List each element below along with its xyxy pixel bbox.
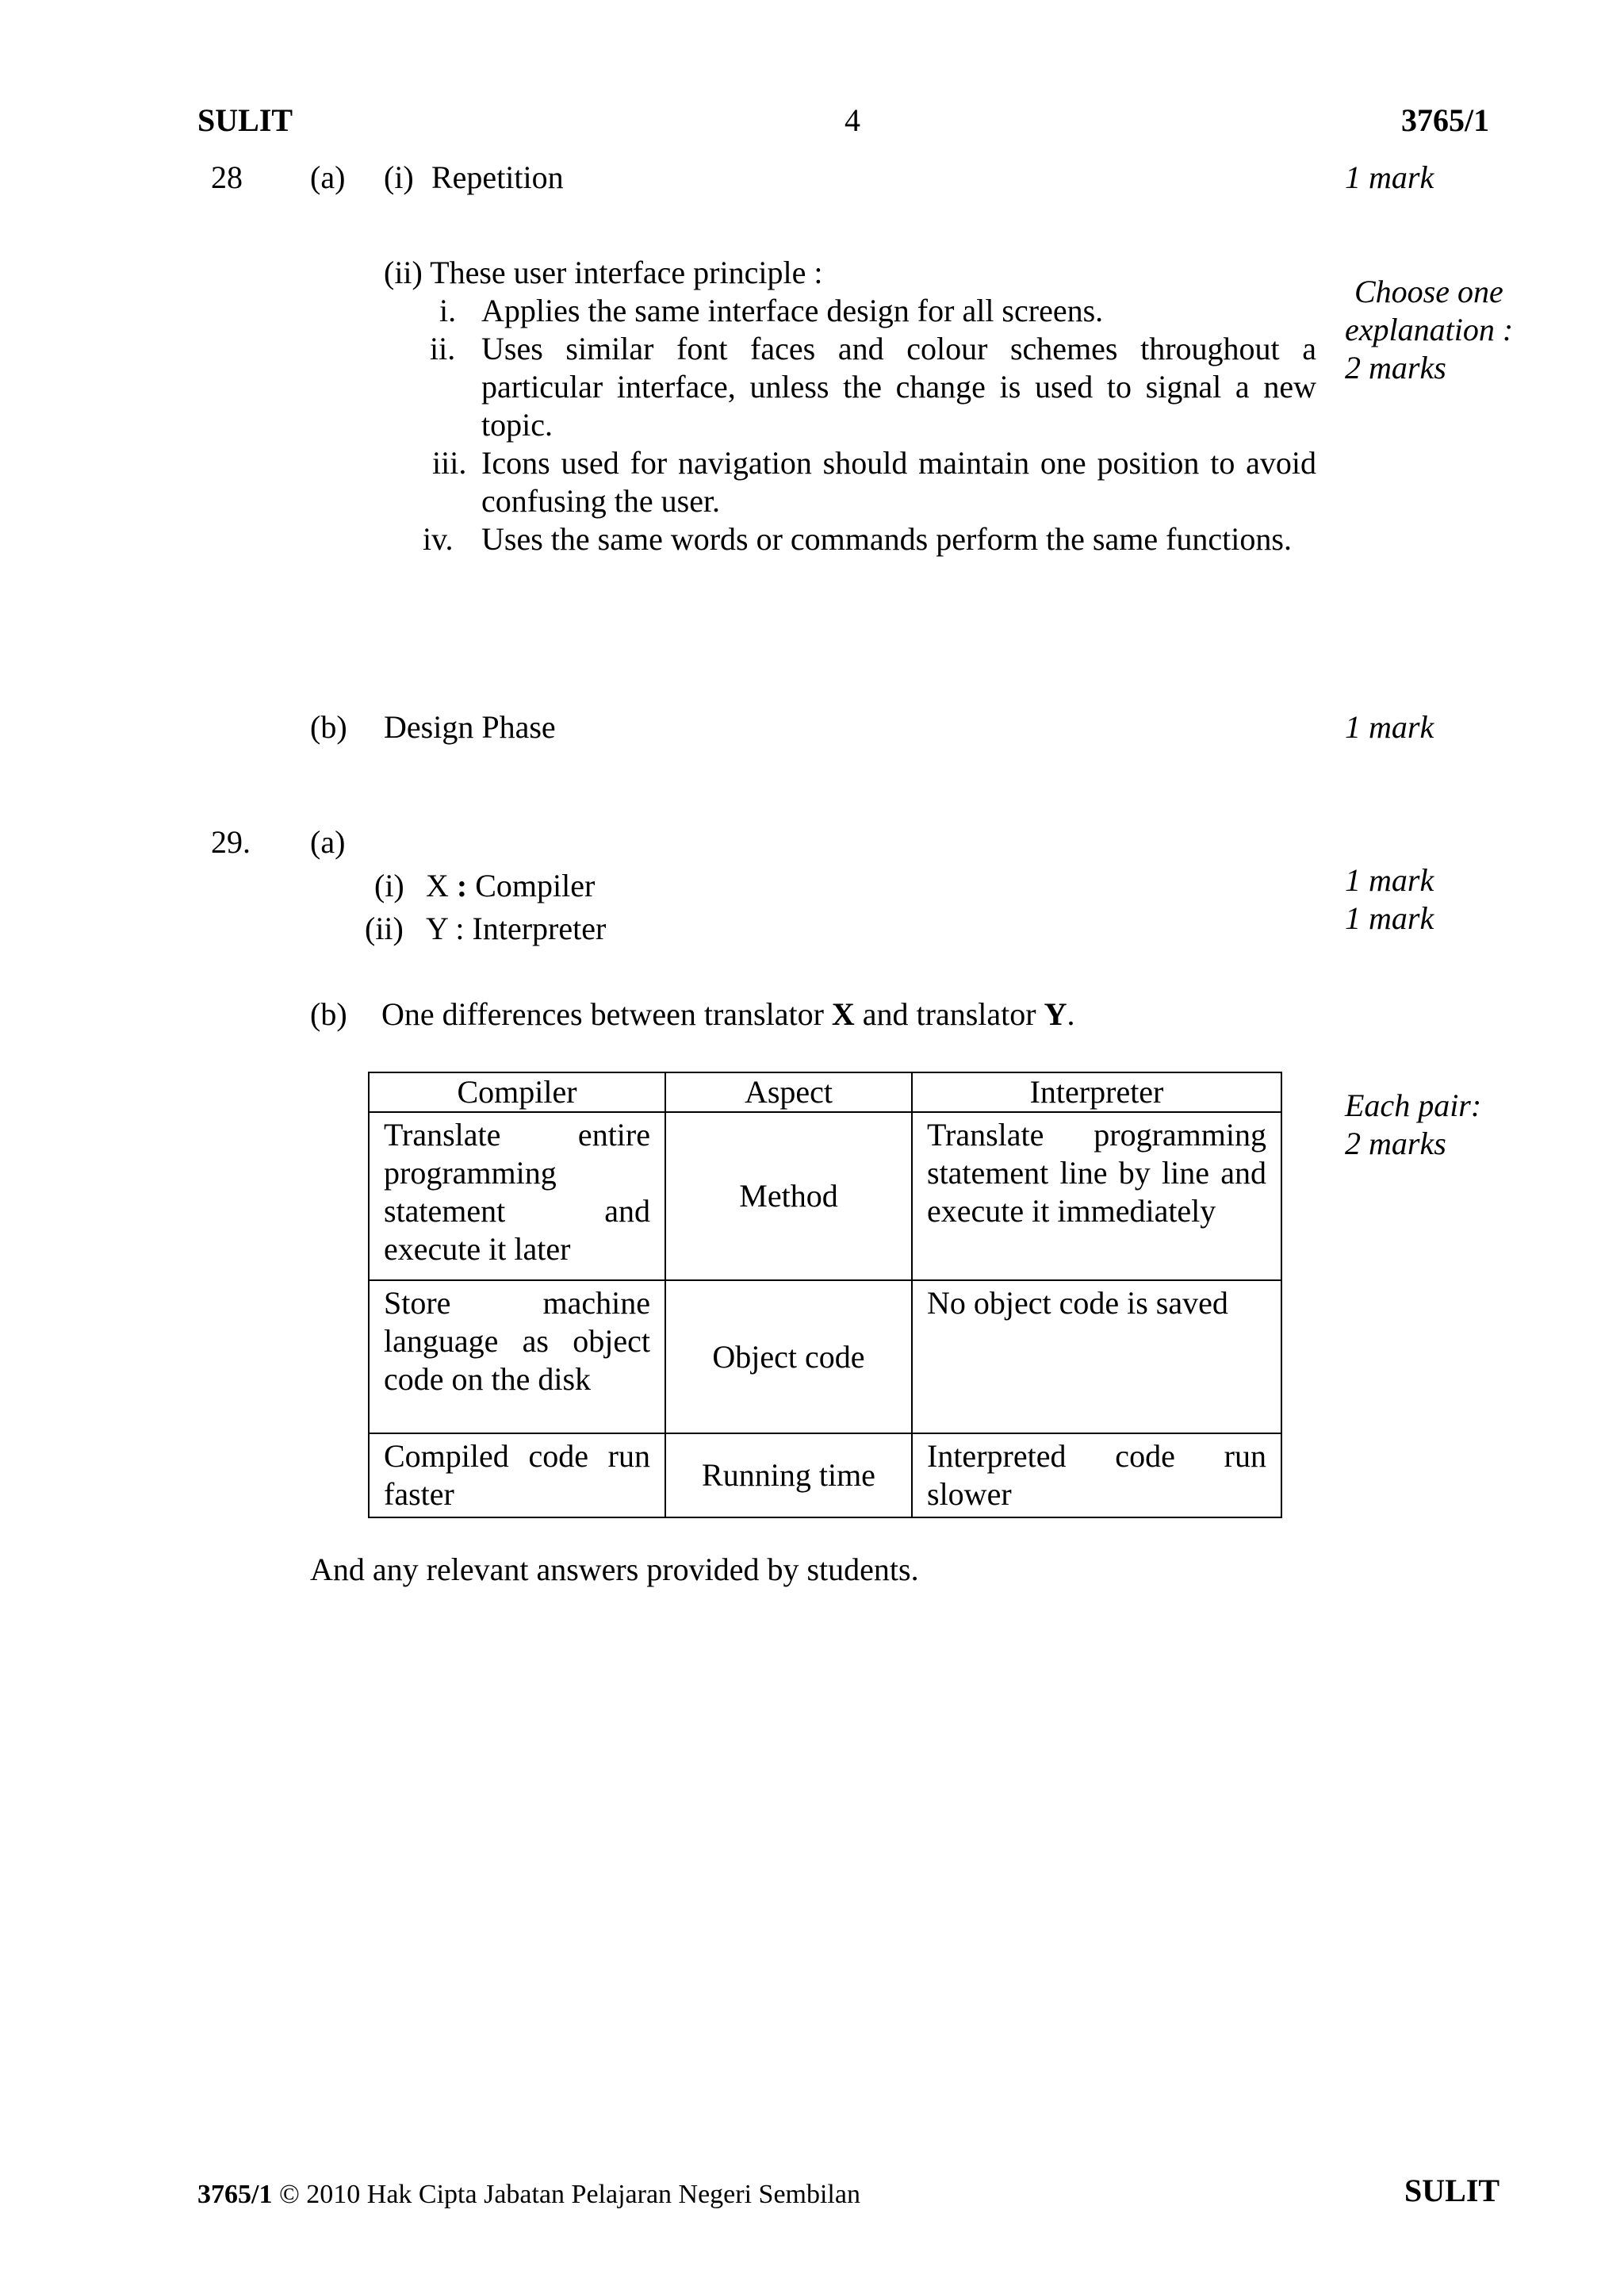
part-label: (b)	[310, 709, 347, 745]
answer-text: Design Phase	[384, 709, 556, 745]
mark-allocation: 1 mark	[1345, 862, 1434, 898]
mark-allocation: 1 mark	[1345, 900, 1434, 936]
page-number: 4	[845, 102, 860, 138]
footer-sulit: SULIT	[1404, 2173, 1500, 2208]
table-cell-compiler: Store machine language as object code on the disk	[369, 1280, 665, 1433]
mark-allocation: 1 mark	[1345, 709, 1434, 745]
table-row	[369, 1112, 1281, 1280]
mark-allocation: Each pair:	[1345, 1087, 1482, 1123]
list-item-text: Icons used for navigation should maintain one position to avoid confusing the user.	[481, 445, 1316, 519]
mark-allocation: explanation :	[1345, 312, 1514, 347]
list-number: iv.	[423, 521, 454, 557]
comparison-table	[368, 1072, 1282, 1518]
mark-allocation: Choose one	[1354, 274, 1503, 309]
mark-allocation: 2 marks	[1345, 1126, 1446, 1161]
table-cell-aspect: Running time	[665, 1433, 912, 1517]
question-text: One differences between translator X and translator Y.	[381, 996, 1075, 1032]
table-row	[369, 1280, 1281, 1433]
list-number: iii.	[432, 445, 467, 481]
list-number: i.	[439, 293, 457, 328]
table-cell-compiler: Translate entire programming statement and execute it later	[369, 1112, 665, 1280]
subpart-label: (i)	[384, 159, 414, 195]
table-cell-interpreter: Translate programming statement line by line and execute it immediately	[912, 1112, 1281, 1280]
table-cell-interpreter: No object code is saved	[912, 1280, 1281, 1433]
table-header-cell: Aspect	[665, 1072, 912, 1112]
mark-allocation: 1 mark	[1345, 159, 1434, 195]
list-item-text: Uses similar font faces and colour schemes throughout a particular interface, unless the change is used to signal a new topic.	[481, 331, 1316, 443]
table-header-cell: Compiler	[369, 1072, 665, 1112]
subpart-label: (ii)	[365, 911, 404, 946]
question-number: 28	[211, 159, 243, 195]
table-cell-interpreter: Interpreted code run slower	[912, 1433, 1281, 1517]
list-item-text: Uses the same words or commands perform the same functions.	[481, 521, 1292, 557]
table-cell-compiler: Compiled code run faster	[369, 1433, 665, 1517]
table-cell-aspect: Object code	[665, 1280, 912, 1433]
answer-note: And any relevant answers provided by students.	[310, 1552, 919, 1587]
subpart-intro: (ii) These user interface principle :	[384, 255, 823, 290]
answer-text: Y : Interpreter	[426, 911, 607, 946]
subpart-label: (i)	[374, 868, 404, 903]
table-cell-aspect: Method	[665, 1112, 912, 1280]
footer-copyright: 3765/1 © 2010 Hak Cipta Jabatan Pelajaran Negeri Sembilan	[197, 2180, 860, 2209]
part-label: (a)	[310, 824, 346, 860]
list-item-text: Applies the same interface design for all screens.	[481, 293, 1104, 328]
part-label: (b)	[310, 996, 347, 1032]
answer-text: X : Compiler	[426, 868, 596, 903]
header-sulit: SULIT	[197, 102, 293, 138]
list-number: ii.	[430, 331, 456, 366]
question-number: 29.	[211, 824, 251, 860]
part-label: (a)	[310, 159, 346, 195]
table-header-row	[369, 1072, 1281, 1112]
header-paper-code: 3765/1	[1401, 102, 1490, 138]
table-header-cell: Interpreter	[912, 1072, 1281, 1112]
answer-text: Repetition	[431, 159, 564, 195]
table-row	[369, 1433, 1281, 1517]
mark-allocation: 2 marks	[1345, 350, 1446, 386]
